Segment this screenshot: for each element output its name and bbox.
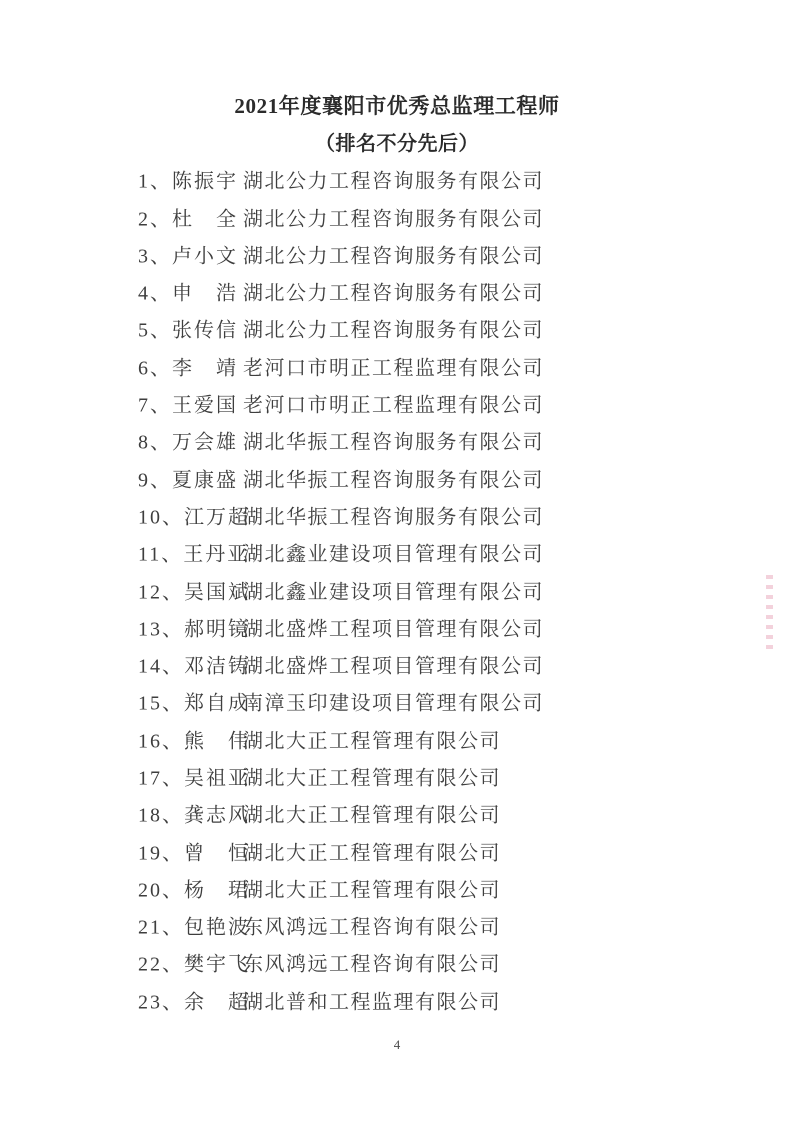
rank-number: 12、 (138, 581, 184, 603)
company-name: 湖北大正工程管理有限公司 (243, 842, 501, 865)
company-name: 湖北华振工程咨询服务有限公司 (243, 469, 544, 492)
rank-number: 17、 (138, 767, 184, 790)
company-name: 东风鸿远工程咨询有限公司 (243, 916, 501, 939)
company-name: 湖北盛烨工程项目管理有限公司 (243, 655, 544, 678)
company-name: 湖北大正工程管理有限公司 (243, 730, 501, 753)
person-name: 张传信 (172, 319, 238, 342)
rank-number: 8、 (138, 431, 172, 454)
rank-number: 6、 (138, 357, 172, 380)
company-name: 老河口市明正工程监理有限公司 (243, 394, 544, 417)
person-name: 申 浩 (172, 282, 238, 305)
company-name: 老河口市明正工程监理有限公司 (243, 357, 544, 380)
rank-number: 3、 (138, 245, 172, 268)
rank-number: 7、 (138, 394, 172, 417)
company-name: 湖北大正工程管理有限公司 (243, 767, 501, 790)
person-name: 杜 全 (172, 208, 238, 231)
person-name: 邓洁铸 (184, 655, 250, 678)
person-name: 吴国斌 (184, 581, 250, 603)
scan-artifact-marks (766, 575, 773, 655)
rank-number: 2、 (138, 208, 172, 231)
company-name: 湖北大正工程管理有限公司 (243, 804, 501, 827)
rank-number: 10、 (138, 506, 184, 529)
page-title: 2021年度襄阳市优秀总监理工程师 (234, 93, 560, 118)
company-name: 东风鸿远工程咨询有限公司 (243, 953, 501, 976)
rank-number: 21、 (138, 916, 184, 939)
person-name: 夏康盛 (172, 469, 238, 492)
rank-number: 15、 (138, 692, 184, 715)
company-name: 湖北公力工程咨询服务有限公司 (243, 170, 544, 193)
rank-number: 14、 (138, 655, 184, 678)
rank-number: 22、 (138, 953, 184, 976)
award-list (0, 161, 794, 1019)
company-name: 湖北鑫业建设项目管理有限公司 (243, 581, 544, 603)
rank-number: 20、 (138, 879, 184, 902)
company-name: 湖北鑫业建设项目管理有限公司 (243, 543, 544, 566)
person-name: 李 靖 (172, 357, 238, 380)
rank-number: 11、 (138, 543, 184, 566)
rank-number: 18、 (138, 804, 184, 827)
person-name: 杨 珺 (184, 879, 250, 902)
person-name: 余 超 (184, 991, 250, 1014)
rank-number: 16、 (138, 730, 184, 753)
company-name: 湖北华振工程咨询服务有限公司 (243, 431, 544, 454)
person-name: 卢小文 (172, 245, 238, 268)
person-name: 龚志风 (184, 804, 250, 827)
document-content (0, 86, 794, 1018)
rank-number: 5、 (138, 319, 172, 342)
title-line (0, 86, 794, 123)
company-name: 湖北公力工程咨询服务有限公司 (243, 282, 544, 305)
list-item (0, 981, 794, 1018)
person-name: 王爱国 (172, 394, 238, 417)
person-name: 包艳波 (184, 916, 250, 939)
rank-number: 9、 (138, 469, 172, 492)
person-name: 王丹亚 (183, 543, 250, 566)
page-subtitle: （排名不分先后） (315, 133, 479, 156)
rank-and-name (96, 962, 250, 1037)
person-name: 樊宇飞 (184, 953, 250, 976)
company-name: 湖北盛烨工程项目管理有限公司 (243, 618, 544, 641)
person-name: 陈振宇 (172, 170, 238, 193)
person-name: 熊 伟 (184, 730, 250, 753)
rank-number: 4、 (138, 282, 172, 305)
company-name: 南漳玉印建设项目管理有限公司 (243, 692, 544, 715)
person-name: 郑自成 (184, 692, 250, 715)
rank-number: 19、 (138, 842, 184, 865)
company-name: 湖北普和工程监理有限公司 (243, 991, 501, 1014)
company-name: 湖北公力工程咨询服务有限公司 (243, 245, 544, 268)
rank-number: 23、 (138, 991, 184, 1014)
rank-number: 1、 (138, 170, 172, 193)
person-name: 万会雄 (172, 431, 238, 454)
person-name: 郝明镜 (184, 618, 250, 641)
company-name: 湖北公力工程咨询服务有限公司 (243, 208, 544, 231)
company-name: 湖北大正工程管理有限公司 (243, 879, 501, 902)
company-name: 湖北华振工程咨询服务有限公司 (243, 506, 544, 529)
person-name: 吴祖亚 (184, 767, 250, 790)
page-number: 4 (393, 1037, 401, 1052)
rank-number: 13、 (138, 618, 184, 641)
person-name: 曾 恒 (184, 842, 250, 865)
company-name: 湖北公力工程咨询服务有限公司 (243, 319, 544, 342)
person-name: 江万超 (184, 506, 250, 529)
